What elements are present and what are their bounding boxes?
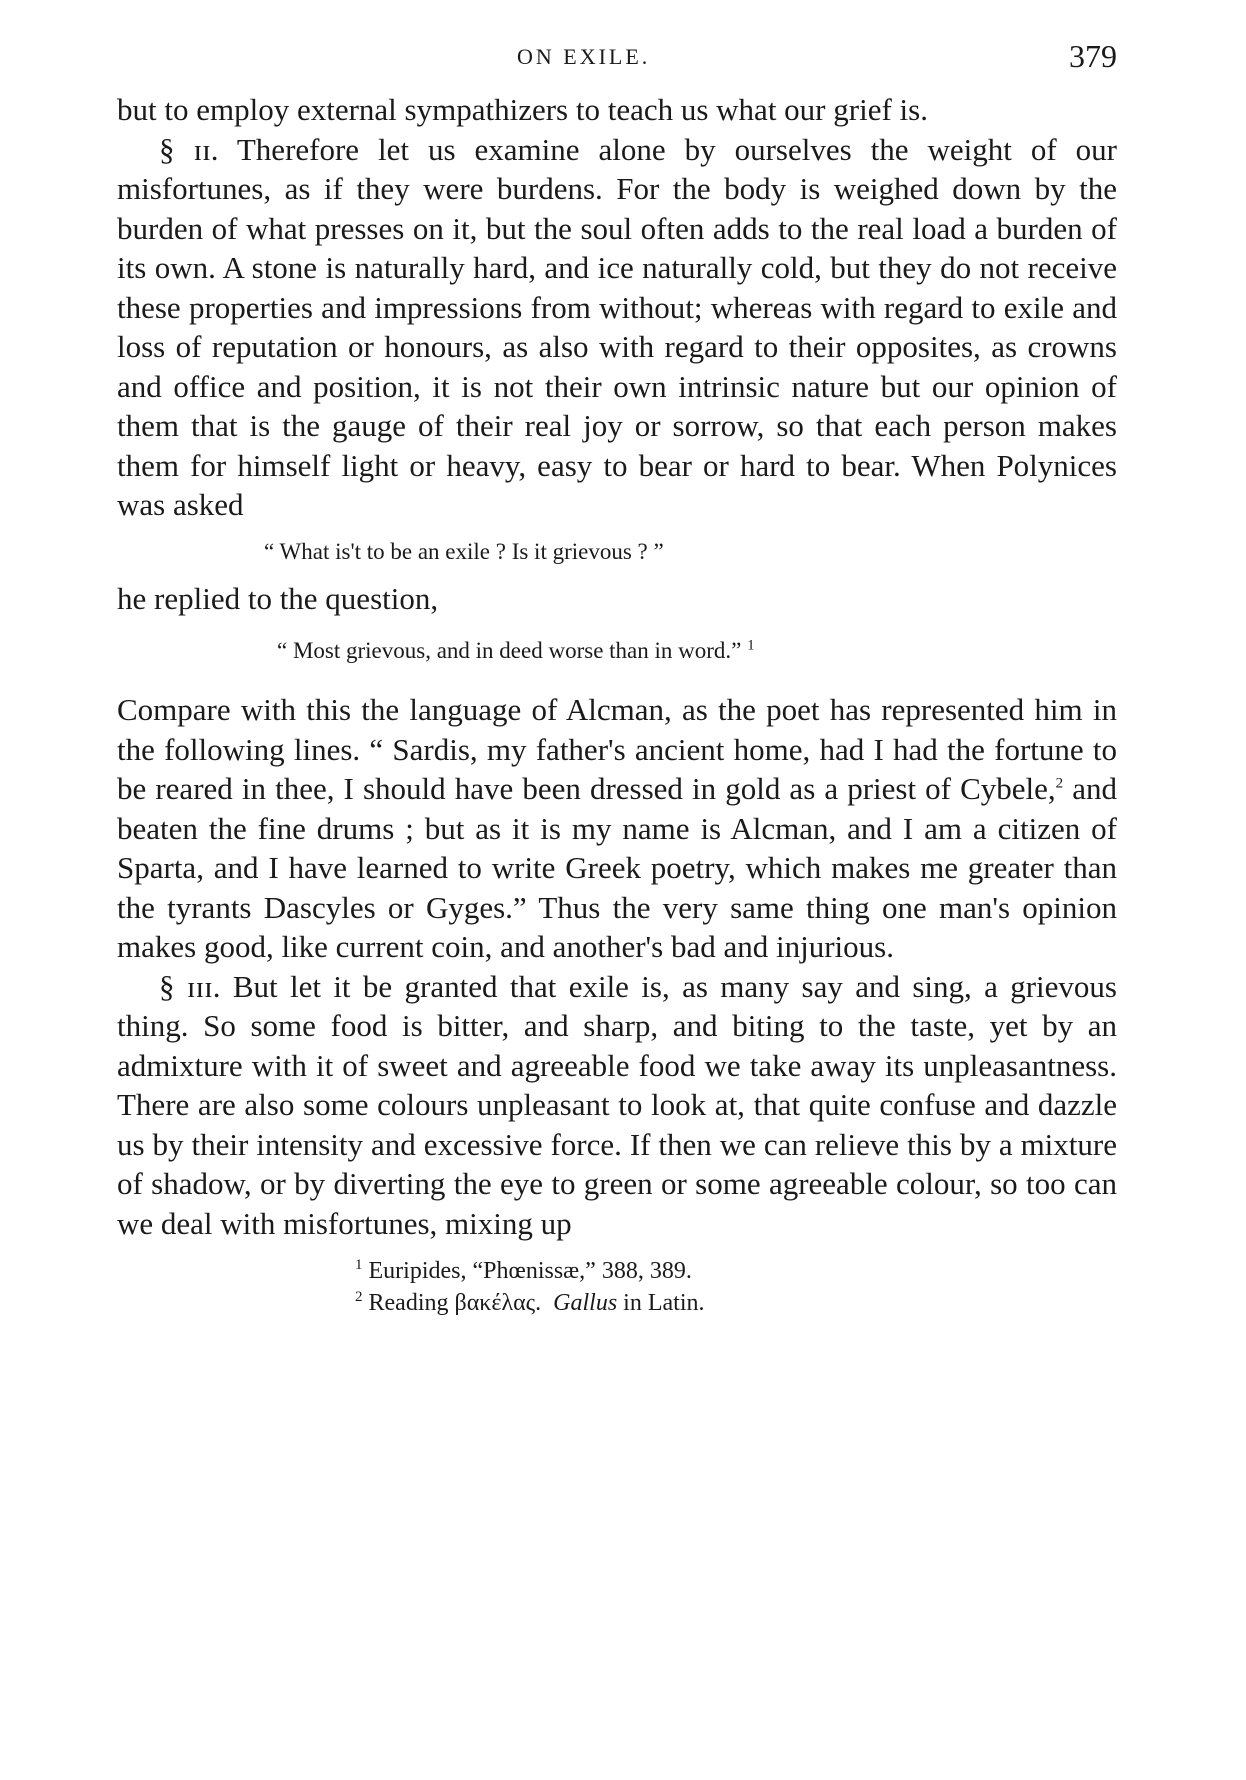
- footnote-text: Euripides, “Phœnissæ,” 388, 389.: [368, 1258, 692, 1284]
- paragraph-continuation: but to employ external sympathizers to teach us what our grief is.: [117, 92, 928, 127]
- verse-answer-text: “ Most grievous, and in deed worse than in word.”: [277, 638, 742, 663]
- running-title: ON EXILE.: [517, 44, 651, 69]
- footnotes: [117, 1255, 1117, 1319]
- footnote-mark: 1: [355, 1257, 363, 1273]
- paragraph-reply: he replied to the question,: [117, 580, 439, 616]
- alcman-text-a: Compare with this the language of Alcman, as the poet has represented him in the following lines. “ Sardis, my father's ancient home, had I had the fortune to be reared in thee, I should have been dressed in gold as a priest of Cybele,: [117, 692, 1117, 806]
- paragraph-section-3: § ɪɪɪ. But let it be granted that exile is, as many say and sing, a grievous thing. So some food is bitter, and sharp, and biting to the taste, yet by an admixture with it of sweet and agreeable food we take away its unpleasantness. There are also some colours unpleasant to look at, that quite confuse and dazzle us by their intensity and excessive force. If then we can relieve this by a mixture of shadow, or by diverting the eye to green or some agreeable colour, so too can we deal with misfortunes, mixing up: [117, 968, 1117, 1241]
- alcman-text-b: and beaten the fine drums ; but as it is my name is Alcman, and I am a citizen of Sparta, and I have learned to write Greek poetry, which makes me greater than the tyrants Dascyles or Gyges.” Thus the very same thing one man's opinion makes good, like current coin, and another's bad and injurious.: [117, 771, 1117, 964]
- footnote-2: [355, 1287, 1117, 1319]
- running-head: [117, 38, 1117, 90]
- footnote-ref-1: 1: [747, 637, 755, 654]
- verse-quote-answer: [117, 636, 1117, 666]
- page-number: 379: [1069, 38, 1117, 74]
- footnote-ref-2: 2: [1055, 775, 1064, 792]
- paragraph-alcman: [117, 690, 1117, 967]
- footnote-text-post: in Latin.: [617, 1290, 705, 1316]
- paragraph-section-2: § ɪɪ. Therefore let us examine alone by ourselves the weight of our misfortunes, as if they were burdens. For the body is weighed down by the burden of what presses on it, but the soul often adds to the real load a burden of its own. A stone is naturally hard, and ice naturally cold, but they do not receive these properties and impressions from without; whereas with regard to exile and loss of reputation or honours, as also with regard to their opposites, as crowns and office and position, it is not their own intrinsic nature but our opinion of them that is the gauge of their real joy or sorrow, so that each person makes them for himself light or heavy, easy to bear or hard to bear. When Polynices was asked: [117, 131, 1117, 522]
- footnote-text-pre: Reading βακέλας.: [368, 1290, 542, 1316]
- book-page: [117, 38, 1117, 1319]
- footnote-text-italic: Gallus: [553, 1290, 618, 1316]
- verse-quote-question: “ What is't to be an exile ? Is it grievous ? ”: [264, 538, 664, 564]
- footnote-mark: 2: [355, 1289, 363, 1305]
- footnote-1: [355, 1255, 1117, 1287]
